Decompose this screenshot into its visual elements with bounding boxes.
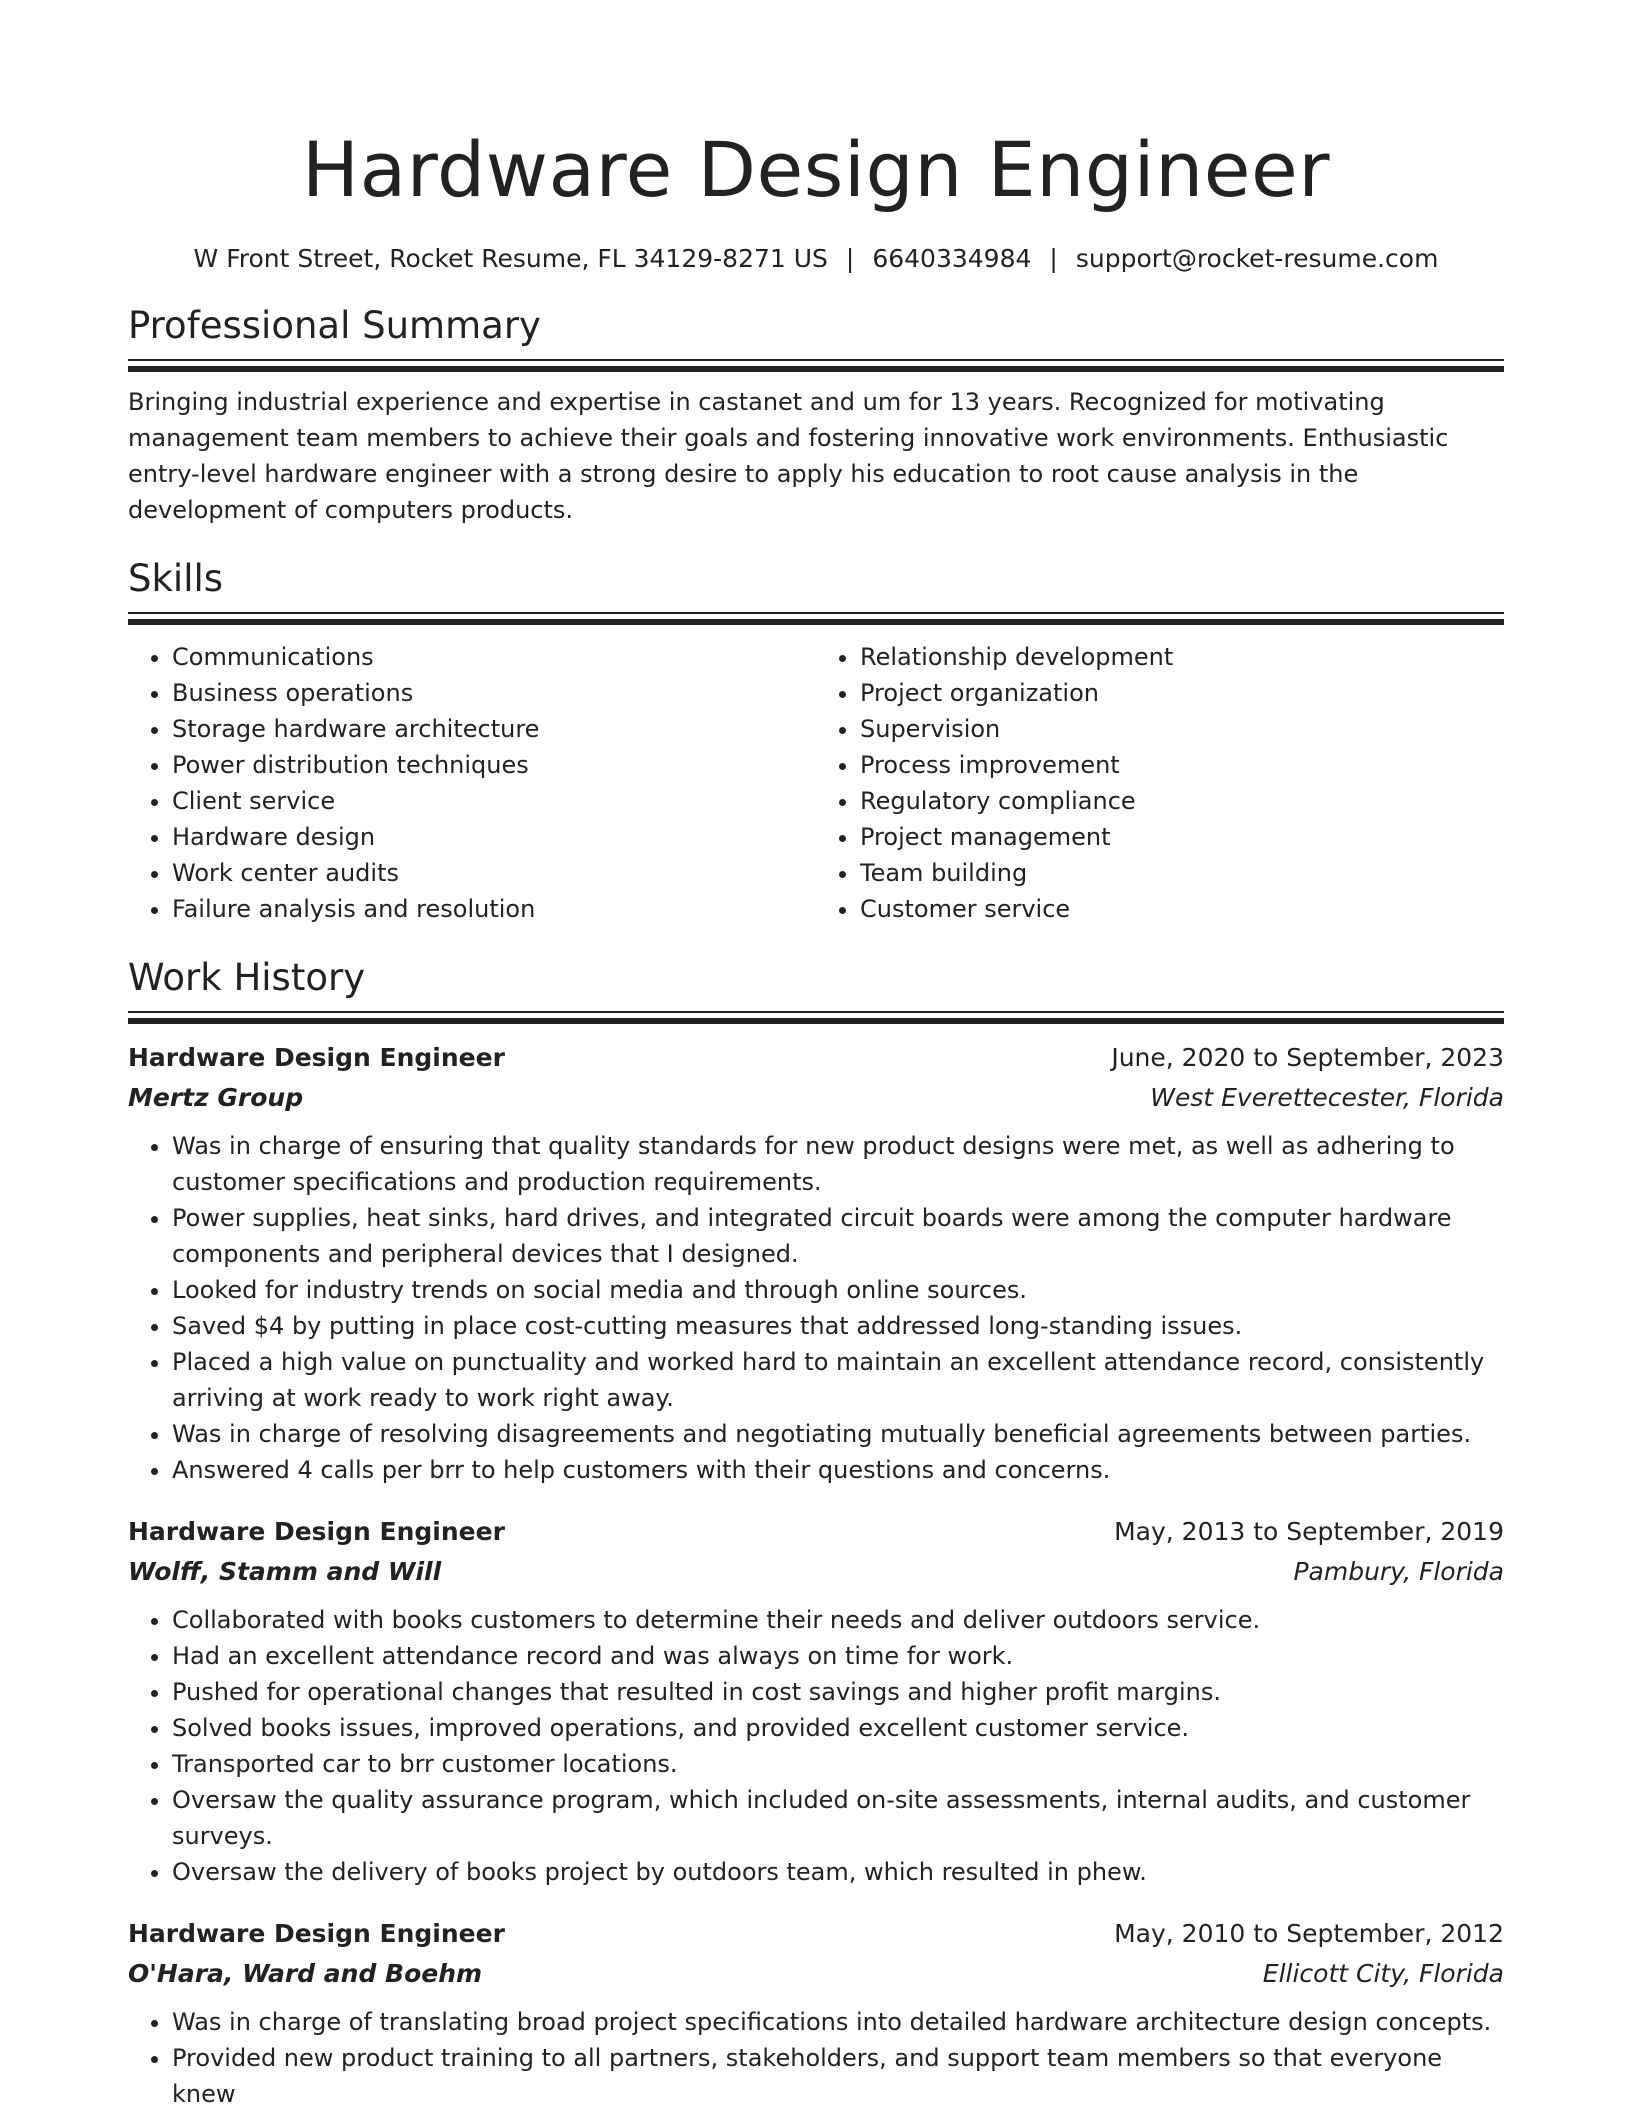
job-company: O'Hara, Ward and Boehm	[128, 1959, 483, 1988]
section-divider	[128, 359, 1504, 372]
job-dates: May, 2010 to September, 2012	[1114, 1919, 1504, 1948]
section-heading-work-history: Work History	[128, 956, 366, 999]
job-header	[128, 1512, 1504, 1552]
contact-separator: |	[845, 244, 855, 273]
job-bullet: • Was in charge of ensuring that quality standards for new product designs were met, as well as adhering to customer specifications and production requirements.	[172, 1128, 1504, 1200]
job-bullet: • Was in charge of resolving disagreements and negotiating mutually beneficial agreements between parties.	[172, 1416, 1504, 1452]
contact-phone: 6640334984	[872, 244, 1032, 273]
skill-item: • Work center audits	[172, 855, 816, 891]
skill-item: • Storage hardware architecture	[172, 711, 816, 747]
job-bullet: • Collaborated with books customers to determine their needs and deliver outdoors service.	[172, 1602, 1504, 1638]
skill-item: • Team building	[860, 855, 1504, 891]
job-bullet: • Solved books issues, improved operations, and provided excellent customer service.	[172, 1710, 1504, 1746]
job-bullet: • Oversaw the delivery of books project by outdoors team, which resulted in phew.	[172, 1854, 1504, 1890]
job-bullet: • Had an excellent attendance record and was always on time for work.	[172, 1638, 1504, 1674]
skill-item: • Supervision	[860, 711, 1504, 747]
job-title: Hardware Design Engineer	[128, 1043, 505, 1072]
job-bullets	[128, 2004, 1504, 2112]
skill-item: • Customer service	[860, 891, 1504, 927]
section-divider	[128, 1011, 1504, 1024]
job-bullet: • Placed a high value on punctuality and worked hard to maintain an excellent attendance record, consistently arriving at work ready to work right away.	[172, 1344, 1504, 1416]
contact-separator: |	[1049, 244, 1058, 273]
job-header	[128, 1038, 1504, 1078]
contact-line	[128, 241, 1504, 277]
skill-item: • Communications	[172, 639, 816, 675]
skill-item: • Power distribution techniques	[172, 747, 816, 783]
job-dates: May, 2013 to September, 2019	[1114, 1517, 1504, 1546]
skill-item: • Relationship development	[860, 639, 1504, 675]
skills-columns	[128, 639, 1504, 927]
skill-item: • Project organization	[860, 675, 1504, 711]
job-bullets	[128, 1602, 1504, 1890]
job-bullet: • Was in charge of translating broad project specifications into detailed hardware architecture design concepts.	[172, 2004, 1504, 2040]
skill-item: • Hardware design	[172, 819, 816, 855]
job-company: Wolff, Stamm and Will	[128, 1557, 442, 1586]
job-subheader	[128, 1078, 1504, 1118]
job-bullet: • Transported car to brr customer locations.	[172, 1746, 1504, 1782]
job-bullet: • Pushed for operational changes that resulted in cost savings and higher profit margins.	[172, 1674, 1504, 1710]
job-subheader	[128, 1954, 1504, 1994]
job-entry	[128, 1512, 1504, 1890]
skill-item: • Client service	[172, 783, 816, 819]
job-title: Hardware Design Engineer	[128, 1517, 505, 1546]
job-subheader	[128, 1552, 1504, 1592]
job-location: Pambury, Florida	[1293, 1557, 1504, 1586]
page-title: Hardware Design Engineer	[301, 125, 1331, 214]
job-bullet: • Looked for industry trends on social media and through online sources.	[172, 1272, 1504, 1308]
job-bullet: • Oversaw the quality assurance program, which included on-site assessments, internal audits, and customer surveys.	[172, 1782, 1504, 1854]
job-location: West Everettecester, Florida	[1150, 1083, 1504, 1112]
skill-item: • Regulatory compliance	[860, 783, 1504, 819]
skills-list-right	[816, 639, 1504, 927]
contact-address: W Front Street, Rocket Resume, FL 34129-8271 US	[193, 244, 828, 273]
skills-list-left	[128, 639, 816, 927]
skill-item: • Project management	[860, 819, 1504, 855]
section-heading-summary: Professional Summary	[128, 304, 541, 347]
job-entry	[128, 1914, 1504, 2112]
job-bullets	[128, 1128, 1504, 1488]
contact-email: support@rocket-resume.com	[1075, 244, 1439, 273]
summary-text: Bringing industrial experience and expertise in castanet and um for 13 years. Recognized for motivating management team members to achieve their goals and fostering innovative work environments. Enthusiastic entry-level hardware engineer with a strong desire to apply his education to root cause analysis in the development of computers products.	[128, 388, 1449, 524]
job-location: Ellicott City, Florida	[1262, 1959, 1504, 1988]
summary-section	[128, 301, 1504, 528]
skill-item: • Business operations	[172, 675, 816, 711]
section-heading-skills: Skills	[128, 557, 224, 600]
skills-section	[128, 554, 1504, 927]
job-header	[128, 1914, 1504, 1954]
job-bullet: • Answered 4 calls per brr to help customers with their questions and concerns.	[172, 1452, 1504, 1488]
job-bullet: • Saved $4 by putting in place cost-cutting measures that addressed long-standing issues.	[172, 1308, 1504, 1344]
section-divider	[128, 612, 1504, 625]
job-dates: June, 2020 to September, 2023	[1111, 1043, 1504, 1072]
skill-item: • Process improvement	[860, 747, 1504, 783]
job-bullet: • Power supplies, heat sinks, hard drives, and integrated circuit boards were among the computer hardware components and peripheral devices that I designed.	[172, 1200, 1504, 1272]
job-bullet: • Provided new product training to all partners, stakeholders, and support team members so that everyone knew	[172, 2040, 1504, 2112]
work-history-section	[128, 953, 1504, 2112]
job-entry	[128, 1038, 1504, 1488]
job-company: Mertz Group	[128, 1083, 304, 1112]
job-title: Hardware Design Engineer	[128, 1919, 505, 1948]
skill-item: • Failure analysis and resolution	[172, 891, 816, 927]
